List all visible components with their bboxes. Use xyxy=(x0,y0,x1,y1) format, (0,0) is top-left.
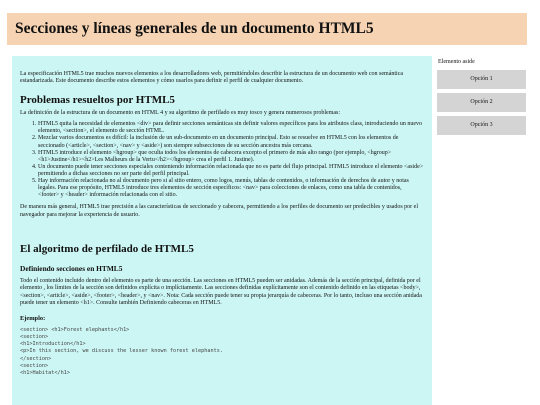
main-content xyxy=(12,56,432,405)
aside-option-1-button[interactable]: Opción 1 xyxy=(437,70,526,89)
problems-closing-paragraph: De manera más general, HTML5 trae precisión a las características de seccionado y cabecera, permitiendo a los perfiles de documento ser predecibles y usados por el navegador para mejorar la experiencia de usuario. xyxy=(20,204,418,218)
code-line: <section> <h1>Forest elephants</h1> xyxy=(20,326,130,333)
section-heading-problems: Problemas resueltos por HTML5 xyxy=(20,93,175,106)
aside-panel xyxy=(437,58,529,139)
list-item: 4. Un documento puede tener secciones especiales conteniendo información relacionada que no es parte del flujo principal. HTML5 introduce el elemento <aside> permitiendo a dichas secciones no ser parte del perfil principal. xyxy=(38,164,424,178)
list-item: 5. Hay información relacionada no al documento pero si al sitio entero, como logos, menús, tablas de contenidos, o información de derechos de autor y notas legales. Para ese propósito, HTML5 introduce tres elementos de sección específicos: <nav> para colecciones de enlaces, como una tabla de contenidos, <footer> y <header> información relacionada con el sitio. xyxy=(38,178,424,199)
example-label: Ejemplo: xyxy=(20,314,46,322)
aside-label: Elemento aside xyxy=(438,59,475,65)
code-line: <h1>Introduction</h1> xyxy=(20,341,86,348)
section-heading-algorithm: El algoritmo de perfilado de HTML5 xyxy=(20,243,194,256)
intro-paragraph: La especificación HTML5 trae muchos nuevos elementos a los desarrolladores web, permitiéndoles describir la estructura de un documento web con semántica estandarizada. Este documento describe estos elementos y cómo usarlos para definir el perfil de cualquier documento. xyxy=(20,71,404,85)
code-example xyxy=(20,327,424,377)
algorithm-paragraph: Todo el contenido incluido dentro del elemento es parte de una sección. Las secciones en HTML5 pueden ser anidadas. Además de la sección principal, definida por el elemento , los límites de la sección son definidos explícita o implícitamente. Las secciones definidas explícitamente son el contenido definido en las etiquetas <body>, <section>, <article>, <aside>, <footer>, <header>, y <nav>. Nota: Cada sección puede tener su propia jerarquía de cabeceras. Por lo tanto, incluso una sección anidada puede tener un elemento <h1>. Consulte también Definiendo cabeceras en HTML5. xyxy=(20,278,422,307)
list-item: 3. HTML5 introduce el elemento <hgroup> que oculta todos los elementos de cabecera excepto el primero de más alto rango (por ejemplo, <hgroup><h1>Justine</h1><h2>Les Malheurs de la Vertu</h2></hgroup> crea el perfil 1. Justine). xyxy=(38,150,424,164)
aside-option-2-button[interactable]: Opción 2 xyxy=(437,93,526,112)
page-title: Secciones y líneas generales de un documento HTML5 xyxy=(15,20,374,37)
code-line: <section> xyxy=(20,333,49,340)
subheading-defining-sections: Definiendo secciones en HTML5 xyxy=(20,264,123,274)
list-item: 1. HTML5 quita la necesidad de elementos <div> para definir secciones semánticas sin definir valores específicos para los atributos class, introduciendo un nuevo elemento, <section>, el elemento de sección HTML. xyxy=(38,121,424,135)
problems-paragraph: La definición de la estructura de un documento en HTML 4 y su algoritmo de perfilado es muy tosco y genera numerosos problemas: xyxy=(20,109,341,116)
list-item: 2. Mezclar varios documentos es difícil: la inclusión de un sub-documento en un documento principal. Esto se resuelve en HTML5 con los elementos de seccionado (<article>, <section>, <nav> y <aside>) son siempre subsecciones de su sección ancestra más cercana. xyxy=(38,135,424,149)
code-line: <section> xyxy=(20,362,49,369)
code-line: <p>In this section, we discuss the lesser known forest elephants. xyxy=(20,348,224,355)
problems-list xyxy=(20,121,424,199)
code-line: <h1>Habitat</h1> xyxy=(20,369,70,376)
code-line: </section> xyxy=(20,355,52,362)
aside-option-3-button[interactable]: Opción 3 xyxy=(437,116,526,135)
page-header xyxy=(7,13,527,45)
